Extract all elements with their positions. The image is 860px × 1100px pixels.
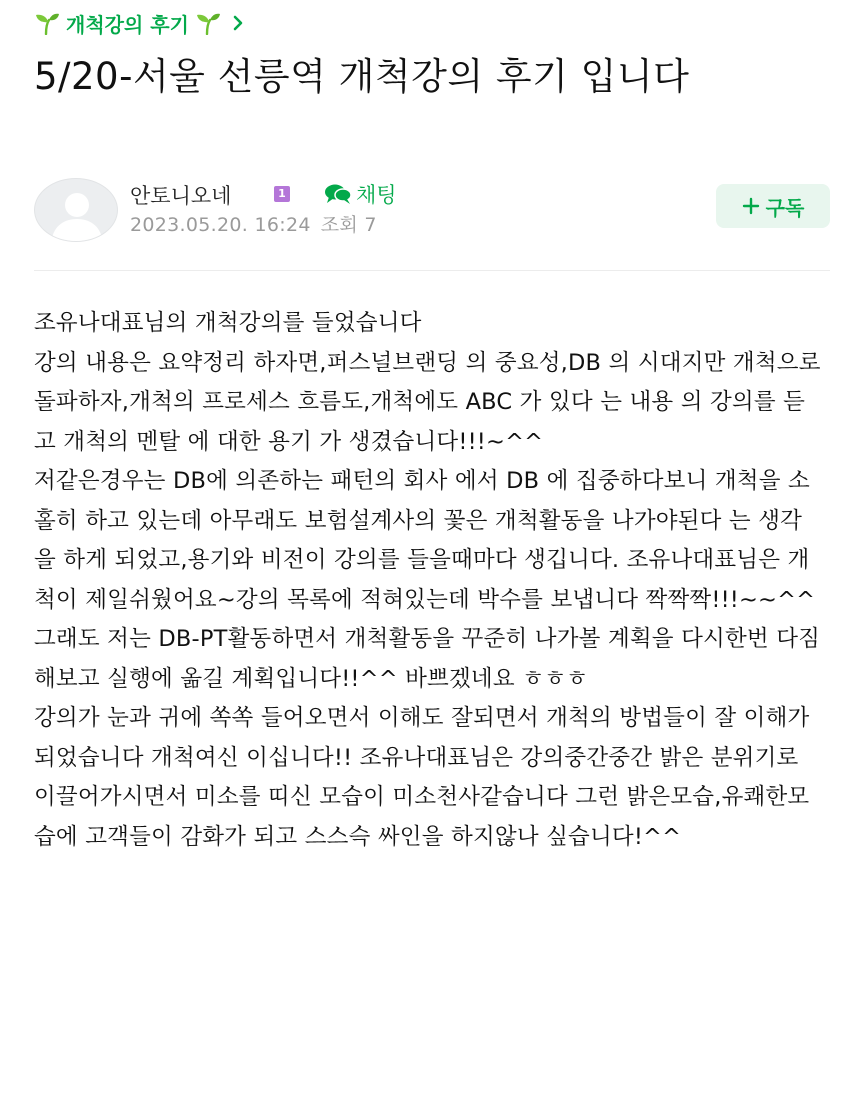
post-meta [130,210,377,237]
chat-button[interactable] [324,179,397,209]
author-name[interactable]: 안토니오네 [130,184,232,208]
post-date: 2023.05.20. 16:24 [130,214,311,236]
chevron-right-icon [231,13,245,33]
default-avatar-icon[interactable] [34,178,118,242]
chat-bubble-icon [324,183,352,205]
chat-label: 채팅 [356,183,397,207]
body-paragraph: 강의가 눈과 귀에 쏙쏙 들어오면서 이해도 잘되면서 개척의 방법들이 잘 이해가 되었습니다 개척여신 이십니다!! 조유나대표님은 강의중간중간 밝은 분위기로 이끌어가시면서 미소를 띠신 모습이 미소천사같습니다 그런 밝은모습,유쾌한모습에 고객들이 감화가 되고 스스슥 싸인을 하지않나 싶습니다!^^ [34,705,810,850]
body-paragraph: 강의 내용은 요약정리 하자면,퍼스널브랜딩 의 중요성,DB 의 시대지만 개척으로 돌파하자,개척의 프로세스 흐름도,개척에도 ABC 가 있다 는 내용 의 강의를 듣고 개척의 멘탈 에 대한 용기 가 생겼습니다!!!~^^ [34,349,821,455]
header-divider [34,270,830,271]
body-paragraph: 조유나대표님의 개척강의를 들었습니다 [34,310,422,336]
body-paragraph: 그래도 저는 DB-PT활동하면서 개척활동을 꾸준히 나가볼 계획을 다시한번 다짐해보고 실행에 옮길 계획입니다!!^^ 바쁘겠네요 ㅎㅎㅎ [34,626,821,692]
category-label: 개척강의 후기 [66,12,189,37]
view-count: 조회 7 [320,214,377,236]
post-body [34,304,824,857]
post-title: 5/20-서울 선릉역 개척강의 후기 입니다 [34,55,690,98]
sprout-icon [195,11,221,35]
subscribe-label: 구독 [765,195,805,220]
member-level-badge: 1 [274,186,290,202]
body-paragraph: 저같은경우는 DB에 의존하는 패턴의 회사 에서 DB 에 집중하다보니 개척을 소홀히 하고 있는데 아무래도 보험설계사의 꽃은 개척활동을 나가야된다 는 생각을 하게 되었고,용기와 비전이 강의를 들을때마다 생깁니다. 조유나대표님은 개척이 제일쉬웠어요~강의 목록에 적혀있는데 박수를 보냅니다 짝짝짝!!!~~^^ [34,468,816,613]
sprout-icon [34,11,60,35]
plus-icon [742,197,760,215]
subscribe-button[interactable] [716,184,830,228]
author-info [34,176,830,246]
category-link[interactable] [34,8,245,38]
